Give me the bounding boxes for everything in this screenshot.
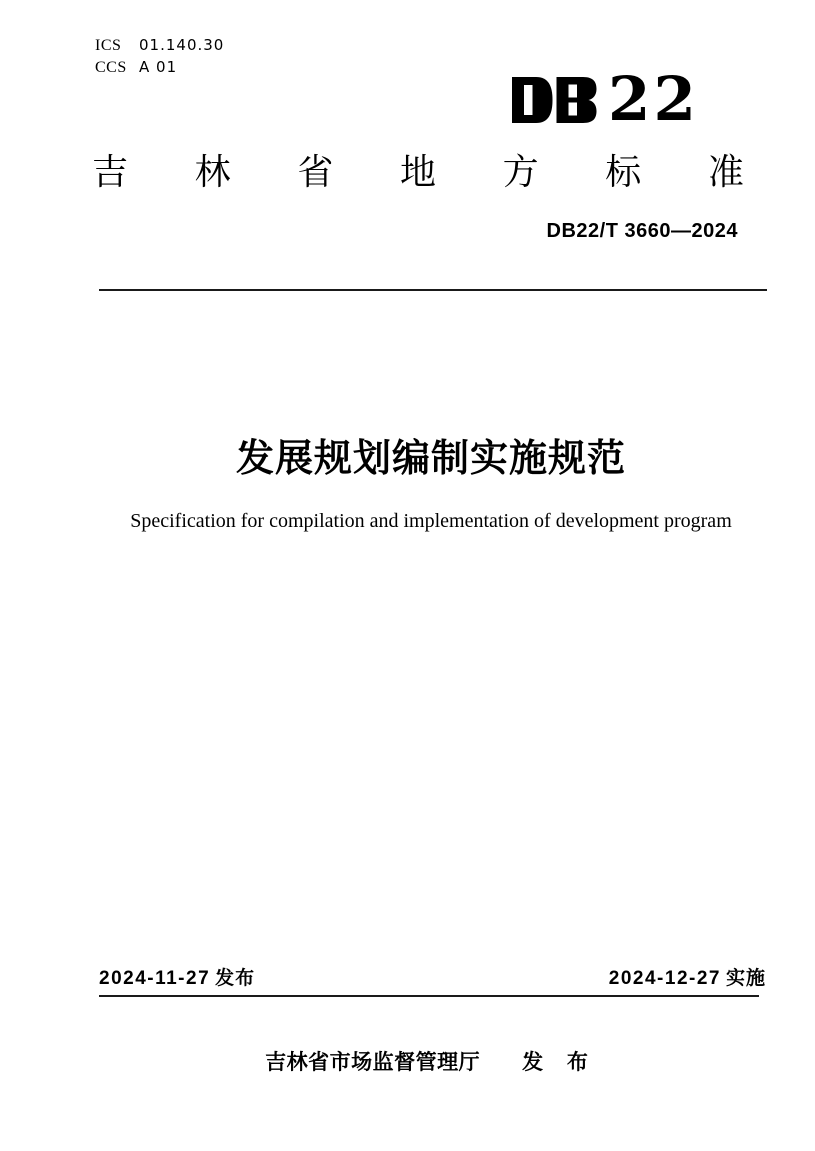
ics-row — [95, 36, 224, 58]
db22-logo — [512, 64, 699, 135]
publisher-name: 吉林省市场监督管理厅 — [265, 1051, 481, 1074]
standard-type-char: 方 — [502, 151, 539, 192]
standard-type-char: 吉 — [92, 151, 129, 192]
dates-row — [99, 966, 766, 992]
implement-date — [609, 966, 766, 992]
implement-date-value: 2024-12-27 — [608, 968, 721, 989]
db-logo-glyph — [512, 77, 597, 123]
standard-type-title — [92, 151, 744, 193]
issue-date-label: 发布 — [215, 968, 256, 989]
issue-date — [99, 966, 255, 992]
classification-codes — [95, 36, 224, 80]
document-title-zh: 发展规划编制实施规范 — [235, 438, 626, 480]
standard-type-char: 林 — [194, 151, 231, 192]
implement-date-label: 实施 — [725, 968, 766, 989]
ics-label: ICS — [95, 37, 122, 54]
publisher-row — [95, 1049, 767, 1077]
footer-rule — [99, 995, 759, 997]
document-title-en: Specification for compilation and implementation of development program — [130, 510, 732, 532]
issue-date-value: 2024-11-27 — [99, 968, 211, 989]
standard-type-char: 地 — [399, 151, 436, 192]
publish-label: 发 布 — [522, 1051, 597, 1074]
ccs-label: CCS — [95, 59, 127, 76]
standard-code: DB22/T 3660—2024 — [546, 220, 738, 242]
standard-type-char: 标 — [605, 151, 642, 192]
header-rule — [99, 289, 767, 291]
logo-number: 22 — [608, 64, 699, 135]
ccs-row — [95, 58, 224, 80]
ics-value: 01.140.30 — [139, 36, 225, 54]
ccs-value: A 01 — [139, 58, 178, 76]
standard-type-char: 省 — [297, 151, 334, 192]
standard-type-char: 准 — [707, 151, 744, 192]
